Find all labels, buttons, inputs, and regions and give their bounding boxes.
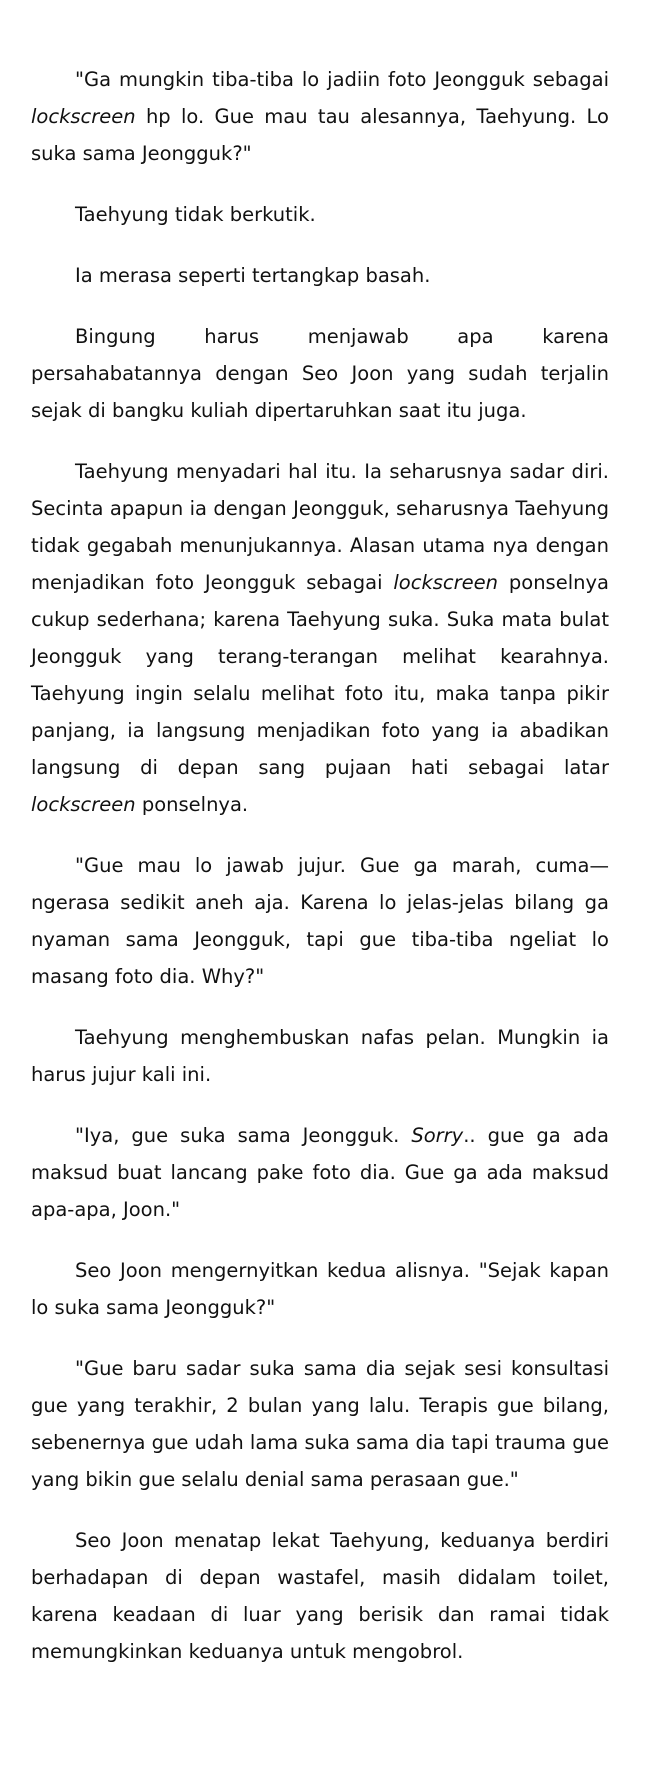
text-segment: hp lo. Gue mau tau alesannya, Taehyung. Lo suka sama Jeongguk?" <box>31 105 609 165</box>
paragraph-8 <box>31 1117 609 1228</box>
paragraph-7 <box>31 1019 609 1093</box>
italic-segment: lockscreen <box>31 793 136 816</box>
paragraph-4 <box>31 318 609 429</box>
text-segment: Taehyung tidak berkutik. <box>75 203 316 226</box>
paragraph-3 <box>31 257 609 294</box>
text-segment: Seo Joon menatap lekat Taehyung, keduanya berdiri berhadapan di depan wastafel, masih didalam toilet, karena keadaan di luar yang berisik dan ramai tidak memungkinkan keduanya untuk mengobrol. <box>31 1529 609 1663</box>
text-segment: ponselnya. <box>135 793 249 816</box>
paragraph-2 <box>31 196 609 233</box>
text-segment: Seo Joon mengernyitkan kedua alisnya. "Sejak kapan lo suka sama Jeongguk?" <box>31 1259 609 1319</box>
paragraph-6 <box>31 847 609 995</box>
paragraph-1 <box>31 61 609 172</box>
text-segment: .. gue ga ada maksud buat lancang pake foto dia. Gue ga ada maksud apa-apa, Joon." <box>31 1124 609 1221</box>
text-segment: Taehyung menyadari hal itu. Ia seharusnya sadar diri. Secinta apapun ia dengan Jeongguk, seharusnya Taehyung tidak gegabah menunjukannya. Alasan utama nya dengan menjadikan foto Jeongguk sebagai <box>31 460 609 594</box>
paragraph-9 <box>31 1252 609 1326</box>
italic-segment: lockscreen <box>31 105 136 128</box>
text-segment: "Iya, gue suka sama Jeongguk. <box>75 1124 412 1147</box>
paragraph-5 <box>31 453 609 823</box>
paragraph-11 <box>31 1522 609 1670</box>
story-page <box>31 61 609 1694</box>
text-segment: "Gue baru sadar suka sama dia sejak sesi konsultasi gue yang terakhir, 2 bulan yang lalu. Terapis gue bilang, sebenernya gue udah lama suka sama dia tapi trauma gue yang bikin gue selalu denial sama perasaan gue." <box>31 1357 609 1491</box>
paragraph-10 <box>31 1350 609 1498</box>
text-segment: "Gue mau lo jawab jujur. Gue ga marah, cuma—ngerasa sedikit aneh aja. Karena lo jelas-jelas bilang ga nyaman sama Jeongguk, tapi gue tiba-tiba ngeliat lo masang foto dia. Why?" <box>31 854 609 988</box>
text-segment: "Ga mungkin tiba-tiba lo jadiin foto Jeongguk sebagai <box>75 68 609 91</box>
italic-segment: lockscreen <box>393 571 498 594</box>
text-segment: Taehyung menghembuskan nafas pelan. Mungkin ia harus jujur kali ini. <box>31 1026 609 1086</box>
text-segment: Bingung harus menjawab apa karena persahabatannya dengan Seo Joon yang sudah terjalin sejak di bangku kuliah dipertaruhkan saat itu juga. <box>31 325 609 422</box>
text-segment: Ia merasa seperti tertangkap basah. <box>75 264 431 287</box>
text-segment: ponselnya cukup sederhana; karena Taehyung suka. Suka mata bulat Jeongguk yang terang-terangan melihat kearahnya. Taehyung ingin selalu melihat foto itu, maka tanpa pikir panjang, ia langsung menjadikan foto yang ia abadikan langsung di depan sang pujaan hati sebagai latar <box>31 571 609 779</box>
italic-segment: Sorry <box>411 1124 464 1147</box>
